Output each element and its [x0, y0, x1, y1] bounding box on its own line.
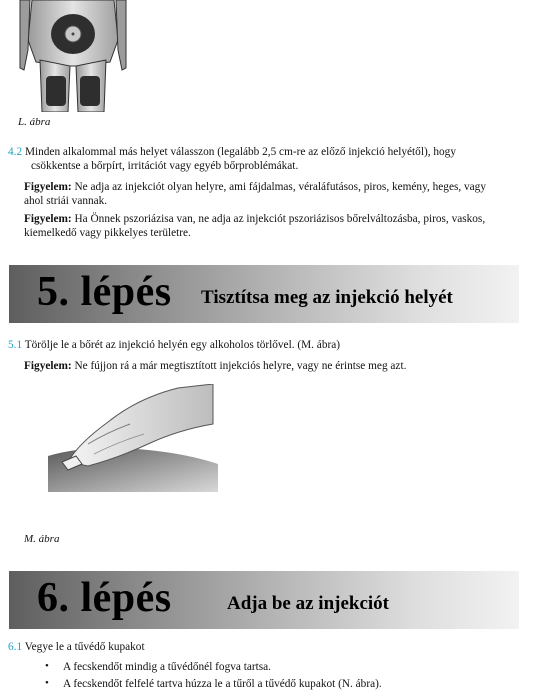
warning1-label: Figyelem:	[24, 181, 72, 193]
bullet-dot-icon: •	[45, 677, 49, 689]
figure-m-illustration	[48, 384, 218, 492]
figure-l-illustration	[18, 0, 128, 112]
section-5-1-text: Törölje le a bőrét az injekció helyén egy alkoholos törlővel. (M. ábra)	[24, 339, 341, 351]
step-5-banner	[9, 265, 519, 323]
section-4-2-text-line1: Minden alkalommal más helyet válasszon (legalább 2,5 cm-re az előző injekció helyétől), hogy	[24, 146, 456, 158]
section-5-1-warning	[24, 359, 406, 373]
section-4-2-line1	[8, 145, 456, 159]
warning2-text: Ha Önnek pszoriázisa van, ne adja az injekciót pszoriázisos bőrelváltozásba, piros, vaskos,	[74, 213, 486, 225]
section-4-2-warning2-line2: kiemelkedő vagy pikkelyes területre.	[24, 227, 191, 239]
section-4-2-warning1-line1	[24, 180, 486, 194]
step-6-number: 6. lépés	[37, 575, 172, 621]
section-5-1	[8, 338, 340, 352]
section-4-2-number: 4.2	[8, 146, 23, 158]
section-4-2-text-line2: csökkentse a bőrpírt, irritációt vagy egyéb bőrproblémákat.	[31, 160, 299, 172]
section-6-1-bullet-1: A fecskendőt mindig a tűvédőnél fogva tartsa.	[63, 661, 271, 673]
step-5-title: Tisztítsa meg az injekció helyét	[201, 287, 453, 308]
warning1-text: Ne adja az injekciót olyan helyre, ami fájdalmas, véraláfutásos, piros, kemény, heges, vagy	[74, 181, 486, 193]
step-6-title: Adja be az injekciót	[227, 593, 390, 614]
section-6-1-number: 6.1	[8, 641, 23, 653]
section-4-2-warning2-line1	[24, 212, 485, 226]
figure-l-caption: L. ábra	[18, 116, 51, 128]
step-5-number: 5. lépés	[37, 269, 172, 315]
warning2-label: Figyelem:	[24, 213, 72, 225]
section-6-1-bullet-2: A fecskendőt felfelé tartva húzza le a tűről a tűvédő kupakot (N. ábra).	[63, 678, 382, 690]
section-5-1-number: 5.1	[8, 339, 23, 351]
section-5-1-warning-text: Ne fújjon rá a már megtisztított injekciós helyre, vagy ne érintse meg azt.	[74, 360, 407, 372]
section-5-1-warning-label: Figyelem:	[24, 360, 72, 372]
figure-m-caption: M. ábra	[24, 533, 60, 545]
section-4-2-warning1-line2: ahol striái vannak.	[24, 195, 108, 207]
section-6-1-text: Vegye le a tűvédő kupakot	[24, 641, 145, 653]
section-6-1	[8, 640, 145, 654]
step-6-banner	[9, 571, 519, 629]
bullet-dot-icon: •	[45, 660, 49, 672]
